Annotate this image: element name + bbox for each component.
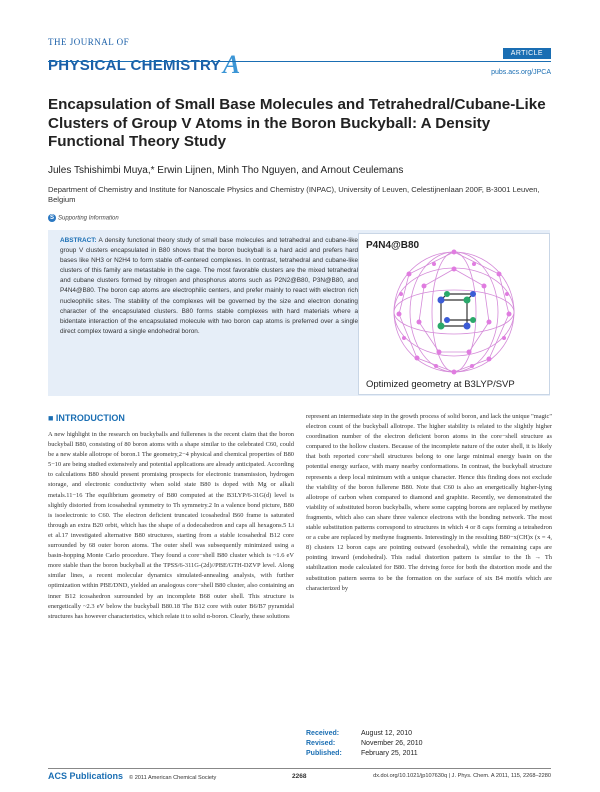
journal-logo xyxy=(48,37,241,77)
toc-label-top: P4N4@B80 xyxy=(366,240,420,251)
doi-citation[interactable]: dx.doi.org/10.1021/jp107630q | J. Phys. Chem. A 2011, 115, 2268–2280 xyxy=(373,773,551,779)
article-tab: ARTICLE xyxy=(503,48,551,59)
section-heading: ■ INTRODUCTION xyxy=(48,413,125,423)
header-rule xyxy=(48,61,551,62)
abstract-lead: ABSTRACT: xyxy=(60,237,97,244)
boron-cage-figure xyxy=(359,234,549,394)
toc-label-bottom: Optimized geometry at B3LYP/SVP xyxy=(366,379,515,390)
date-value: August 12, 2010 xyxy=(361,730,412,737)
acs-publications-logo[interactable] xyxy=(48,771,216,781)
date-revised xyxy=(306,739,422,749)
affiliation: Department of Chemistry and Institute for Nanoscale Physics and Chemistry (INPAC), University of Leuven, Celestijnenlaan 200F, B-3001 Leuven, Belgium xyxy=(48,185,540,204)
toc-graphic xyxy=(358,233,550,395)
abstract xyxy=(60,236,358,337)
date-label: Revised: xyxy=(306,740,336,747)
date-label: Published: xyxy=(306,750,342,757)
date-received xyxy=(306,729,422,739)
journal-line1: THE JOURNAL OF xyxy=(48,37,130,47)
supporting-info-label: Supporting Information xyxy=(58,215,119,222)
date-label: Received: xyxy=(306,730,340,737)
journal-url[interactable]: pubs.acs.org/JPCA xyxy=(491,69,551,76)
date-published xyxy=(306,749,422,759)
journal-name: PHYSICAL CHEMISTRY xyxy=(48,57,221,74)
dates-block xyxy=(306,729,422,759)
journal-line2 xyxy=(48,47,241,77)
date-value: November 26, 2010 xyxy=(361,740,423,747)
copyright: © 2011 American Chemical Society xyxy=(129,775,217,781)
authors: Jules Tshishimbi Muya,* Erwin Lijnen, Minh Tho Nguyen, and Arnout Ceulemans xyxy=(48,165,404,176)
paper-title: Encapsulation of Small Base Molecules and Tetrahedral/Cubane-Like Clusters of Group V Atoms in the Boron Buckyball: A Density Functional Theory Study xyxy=(48,96,546,150)
abstract-text: A density functional theory study of small base molecules and tetrahedral and cubane-like group V clusters encapsulated in B80 shows that the boron buckyball is a hard acid and prefers hard bases like NH3 or N2H4 to form stable off-centered complexes. In contrast, tetrahedral and cubane-like clusters of this family are metastable in the cage. The most favorable clusters are the mixed tetrahedral and cubane clusters formed by nitrogen and phosphorus atoms such as P2N2@B80, P3N@B80, and P4N4@B80. The boron cap atoms are electrophilic centers, and prefer mainly to react with electron rich nucleophilic sites. The stability of the complexes will be governed by the size and electron donating character of the encapsulated clusters. B80 forms stable complexes with hard materials where a bidentate interaction of the encapsulated molecule with two boron cap atoms is preferred over a single direct complex toward a single endohedral boron. xyxy=(60,237,358,335)
date-value: February 25, 2011 xyxy=(361,750,418,757)
publisher-name: ACS Publications xyxy=(48,771,124,781)
page-number: 2268 xyxy=(292,773,307,780)
body-column-left: A new highlight in the research on buckyballs and fullerenes is the recent claim that the boron buckyball B80, consisting of 80 boron atoms with a shape similar to the celebrated C60, could be a new stable allotrope of boron.1 The geometry,2−4 physical and chemical properties of B80 5−10 are being studied extensively and potential applications are already anticipated. According to calculations B80 should present promising prospects for electronic transmission, hydrogen storage, and electronic conductivity when solid state B80 is doped with Mg or alkali metals.11−16 The equilibrium geometry of B80 computed at the B3LYP/6-31G(d) level is slightly distorted from icosahedral symmetry to Th symmetry.2 In a valence bond picture, B80 is isoelectronic to C60. The electron deficient truncated icosahedral B60 frame is saturated through an extra B20 orbit, which has the shape of a dodecahedron and caps all hexagons.5 Li et al.17 investigated alternative B80 structures, starting from a stable icosahedral B12 core surrounded by 68 outer boron atoms. The outer shell was subsequently minimized using a basin-hopping Monte Carlo procedure. They found a core−shell B80 cluster which is ~1.6 eV more stable than the boron buckyball at the TPSS/6-311G-(2d)//PBE/GTH-DZVP level. Along similar lines, a recent molecular dynamics simulated-annealing analysis, with further optimization within PBE/DND, yielded an analogous core−shell B80 cluster, also containing an inner B12 icosahedron surrounded by an incomplete B68 outer shell. This structure is energetically ~2.3 eV below the buckyball B80.18 The B12 core with outer B6/B7 pyramidal structures has however characteristics, which relate it to solid α-boron. Clearly, these solutions xyxy=(48,431,294,620)
body-column-right: represent an intermediate step in the growth process of solid boron, and lack the unique "magic" electron count of the buckyball allotrope. The higher stability is related to the slightly higher coordination number of the electron deficient boron atoms in the core−shell structure as compared to the hollow clusters. Because of the incomplete nature of the outer shell, it is likely that both reported core−shell structures belong to one large minimal energy basin on the potential energy surface, with many nearby conformations. In contrast, the buckyball structure represents a deep local minimum with a unique character. Hence this finding does not exclude the viability of the boron fullerene B80. Note that C60 is also an energetically higher-lying allotrope of carbon when compared to diamond and graphite. Recently, we demonstrated the viability of substituted boron buckyballs, where some capping borons are replaced by methyne fragments, which also can share three valence electrons with the bonding network. The most stable substitution patterns correspond to structures in which 4 or 8 caps forming a tetrahedron or a cube are replaced by methyne fragments. Interestingly in the resulting B80−x(CH)x (x = 4, 8) clusters 12 boron caps are pointing outward (exohedral), while the remaining caps are pointing inward (endohedral). This radial distortion pattern is similar to the Ih → Th stabilization mode calculated for B80. The driving force for both the distortion mode and the substitution pattern seems to be the formation on the surface of six B4 motifs which are characterized by xyxy=(306,413,552,592)
journal-letter: A xyxy=(222,50,241,79)
supporting-info-icon: S xyxy=(49,215,54,221)
supporting-information-link[interactable] xyxy=(48,214,119,222)
footer-rule xyxy=(48,768,551,769)
